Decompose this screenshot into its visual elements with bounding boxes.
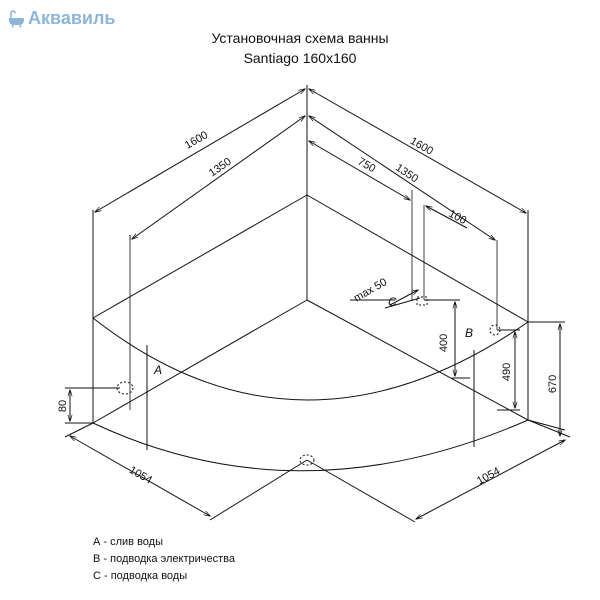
legend-item-c: С - подводка воды bbox=[93, 570, 188, 582]
dim-label-80: 80 bbox=[57, 399, 69, 413]
dim-label-max50: max 50 bbox=[351, 276, 390, 305]
tub-front-arc-bottom bbox=[93, 420, 528, 471]
dim-line-left-1600 bbox=[95, 89, 305, 212]
brand-name: Аквавиль bbox=[28, 8, 116, 28]
dim-line-left-1350 bbox=[132, 116, 305, 239]
dim-label-750: 750 bbox=[355, 155, 378, 176]
back-floor-left bbox=[93, 300, 307, 423]
dim-label-right-1350: 1350 bbox=[393, 161, 421, 186]
marker-b: B bbox=[465, 326, 474, 340]
back-floor-right bbox=[307, 300, 528, 420]
dim-label-100: 100 bbox=[446, 207, 469, 227]
legend bbox=[93, 534, 235, 585]
dim-label-front-right-1054: 1054 bbox=[474, 465, 503, 488]
dim-label-490: 490 bbox=[501, 362, 513, 382]
legend-item-b: В - подводка электричества bbox=[93, 553, 235, 565]
dim-label-left-1350: 1350 bbox=[206, 155, 234, 180]
marker-a: A bbox=[154, 363, 163, 377]
marker-c: C bbox=[388, 295, 397, 309]
tub-front-arc-top bbox=[93, 318, 528, 400]
tub-top-right-edge bbox=[307, 195, 528, 322]
dim-label-right-1600: 1600 bbox=[407, 135, 436, 158]
diagram-subtitle: Santiago 160x160 bbox=[243, 50, 357, 66]
dim-label-670: 670 bbox=[547, 374, 559, 394]
legend-item-a: А - слив воды bbox=[93, 536, 163, 548]
dim-label-400: 400 bbox=[438, 333, 450, 353]
dim-line-right-1350 bbox=[309, 116, 495, 240]
diagram-title: Установочная схема ванны bbox=[211, 30, 389, 46]
dim-label-front-left-1054: 1054 bbox=[126, 464, 155, 487]
tub-top-left-edge bbox=[93, 195, 307, 318]
dim-label-left-1600: 1600 bbox=[182, 129, 211, 152]
